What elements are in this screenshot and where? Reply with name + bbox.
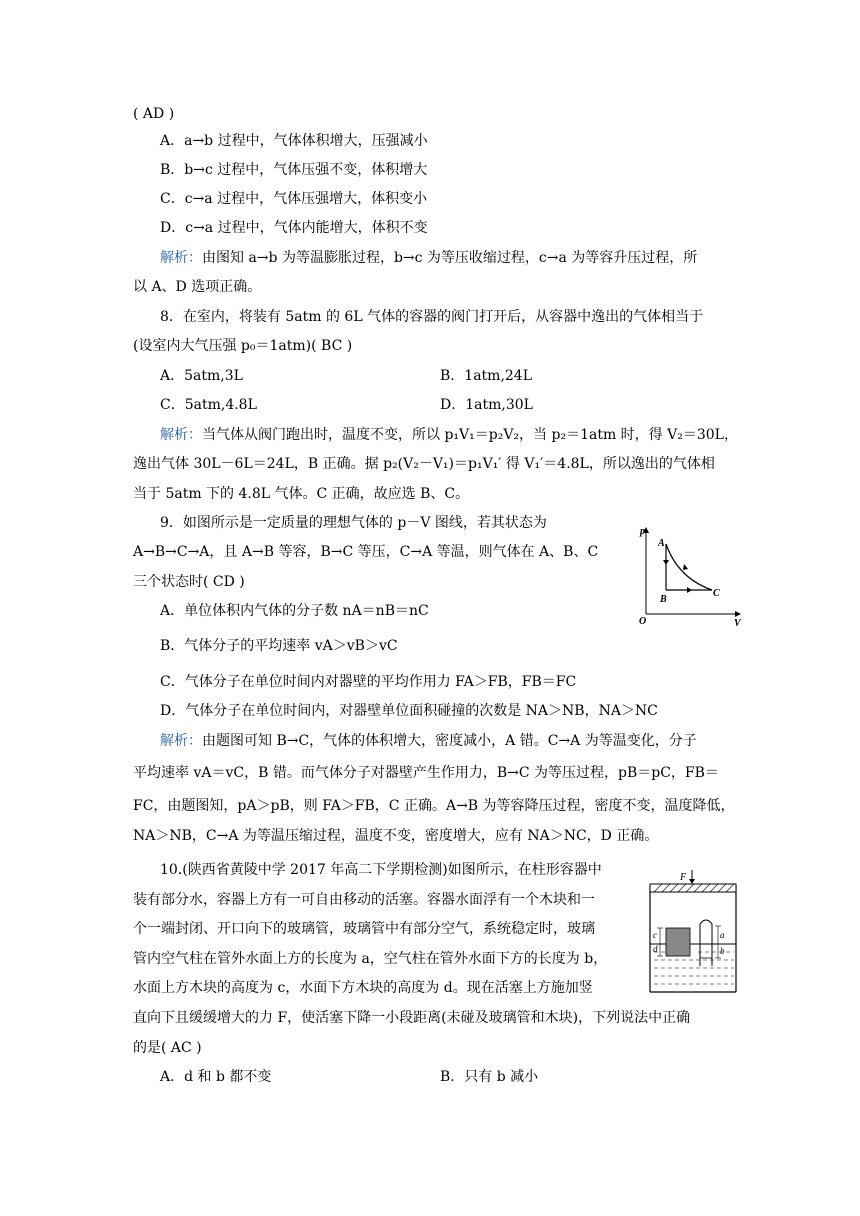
q7-option-b: B．b→c 过程中，气体压强不变，体积增大	[160, 162, 428, 178]
q9-analysis-line-3: FC，由题图知，pA＞pB，则 FA＞FB，C 正确。A→B 为等容降压过程，密度不变，温度降低，	[133, 798, 735, 814]
q10-stem-line-1: 10.(陕西省黄陵中学 2017 年高二下学期检测)如图所示，在柱形容器中	[160, 862, 602, 878]
q8-analysis-line-1: 解析：当气体从阀门跑出时，温度不变，所以 p₁V₁＝p₂V₂，当 p₂＝1atm 时，得 V₂＝30L，	[160, 427, 738, 443]
glass-tube	[700, 920, 712, 966]
q9-analysis-line-4: NA＞NB，C→A 为等温压缩过程，温度不变，密度增大，应有 NA＞NC，D 正确。	[133, 828, 659, 844]
q10-stem-line-2: 装有部分水，容器上方有一可自由移动的活塞。容器水面浮有一个木块和一	[133, 892, 595, 908]
bc-arrow	[687, 587, 692, 593]
p-axis-label: p	[640, 526, 645, 537]
q9-stem-line-3: 三个状态时( CD )	[133, 574, 245, 590]
q10-stem-line-6: 直向下且缓缓增大的力 F，使活塞下降一小段距离(未碰及玻璃管和木块)，下列说法中正确	[133, 1010, 691, 1026]
v-axis-label: V	[734, 618, 741, 629]
state-a-label: A	[658, 538, 665, 549]
q9-option-b: B．气体分子的平均速率 vA＞vB＞vC	[160, 638, 398, 654]
q9-stem-line-2: A→B→C→A，且 A→B 等容，B→C 等压，C→A 等温，则气体在 A、B、C	[133, 544, 599, 560]
analysis-label: 解析：	[160, 427, 202, 443]
q9-option-a: A．单位体积内气体的分子数 nA＝nB＝nC	[160, 603, 429, 619]
q8-option-c: C．5atm,4.8L	[160, 397, 257, 413]
q7-answer: ( AD )	[133, 106, 175, 122]
ca-curve	[666, 544, 712, 590]
q8-stem-line-2: (设室内大气压强 p₀＝1atm)( BC )	[133, 338, 353, 354]
q7-option-c: C．c→a 过程中，气体压强增大，体积变小	[160, 191, 428, 207]
q9-option-d: D．气体分子在单位时间内，对器壁单位面积碰撞的次数是 NA＞NB，NA＞NC	[160, 703, 658, 719]
q10-option-a: A．d 和 b 都不变	[160, 1069, 272, 1085]
q8-analysis-line-2: 逸出气体 30L－6L＝24L，B 正确。据 p₂(V₂－V₁)＝p₁V₁′ 得 V₁′＝4.8L，所以逸出的气体相	[133, 456, 715, 472]
analysis-label: 解析：	[160, 733, 202, 749]
q9-stem-line-1: 9．如图所示是一定质量的理想气体的 p－V 图线，若其状态为	[160, 515, 547, 531]
ca-arrow	[683, 564, 688, 570]
q8-analysis-line-3: 当于 5atm 下的 4.8L 气体。C 正确，故应选 B、C。	[133, 486, 470, 502]
q9-analysis-line-1: 解析：由题图可知 B→C，气体的体积增大，密度减小，A 错。C→A 为等温变化，分子	[160, 733, 697, 749]
q7-analysis-line-2: 以 A、D 选项正确。	[133, 279, 262, 295]
state-c-label: C	[713, 588, 720, 599]
q8-option-a: A．5atm,3L	[160, 368, 243, 384]
state-b-label: B	[660, 594, 667, 605]
pv-diagram	[636, 520, 748, 630]
container-diagram	[648, 868, 738, 996]
q9-option-c: C．气体分子在单位时间内对器壁的平均作用力 FA＞FB，FB＝FC	[160, 674, 577, 690]
q9-analysis-line-2: 平均速率 vA＝vC，B 错。而气体分子对器壁产生作用力，B→C 为等压过程，pB＝pC，FB＝	[133, 765, 719, 781]
q10-stem-line-5: 水面上方木块的高度为 c，水面下方木块的高度为 d。现在活塞上方施加竖	[133, 980, 593, 996]
label-c: c	[653, 930, 657, 940]
label-a: a	[720, 930, 725, 940]
q10-stem-line-4: 管内空气柱在管外水面上方的长度为 a，空气柱在管外水面下方的长度为 b，	[133, 951, 608, 967]
q10-stem-line-7: 的是( AC )	[133, 1040, 202, 1056]
origin-label: O	[639, 616, 647, 627]
q7-analysis-line-1: 解析：由图知 a→b 为等温膨胀过程，b→c 为等压收缩过程，c→a 为等容升压过程，所	[160, 250, 698, 266]
q7-option-a: A．a→b 过程中，气体体积增大，压强减小	[160, 133, 428, 149]
q8-option-d: D．1atm,30L	[440, 397, 533, 413]
force-label: F	[680, 872, 687, 883]
q8-option-b: B．1atm,24L	[440, 368, 533, 384]
analysis-label: 解析：	[160, 250, 202, 266]
label-b: b	[720, 946, 725, 956]
label-d: d	[653, 944, 658, 954]
q10-option-b: B．只有 b 减小	[440, 1069, 539, 1085]
q8-stem-line-1: 8．在室内，将装有 5atm 的 6L 气体的容器的阀门打开后，从容器中逸出的气体相当于	[160, 309, 704, 325]
wood-block	[666, 928, 690, 956]
ab-arrow	[663, 560, 669, 565]
force-arrowhead	[689, 879, 695, 884]
q10-stem-line-3: 个一端封闭、开口向下的玻璃管，玻璃管中有部分空气，系统稳定时，玻璃	[133, 921, 595, 937]
q7-option-d: D．c→a 过程中，气体内能增大，体积不变	[160, 220, 428, 236]
